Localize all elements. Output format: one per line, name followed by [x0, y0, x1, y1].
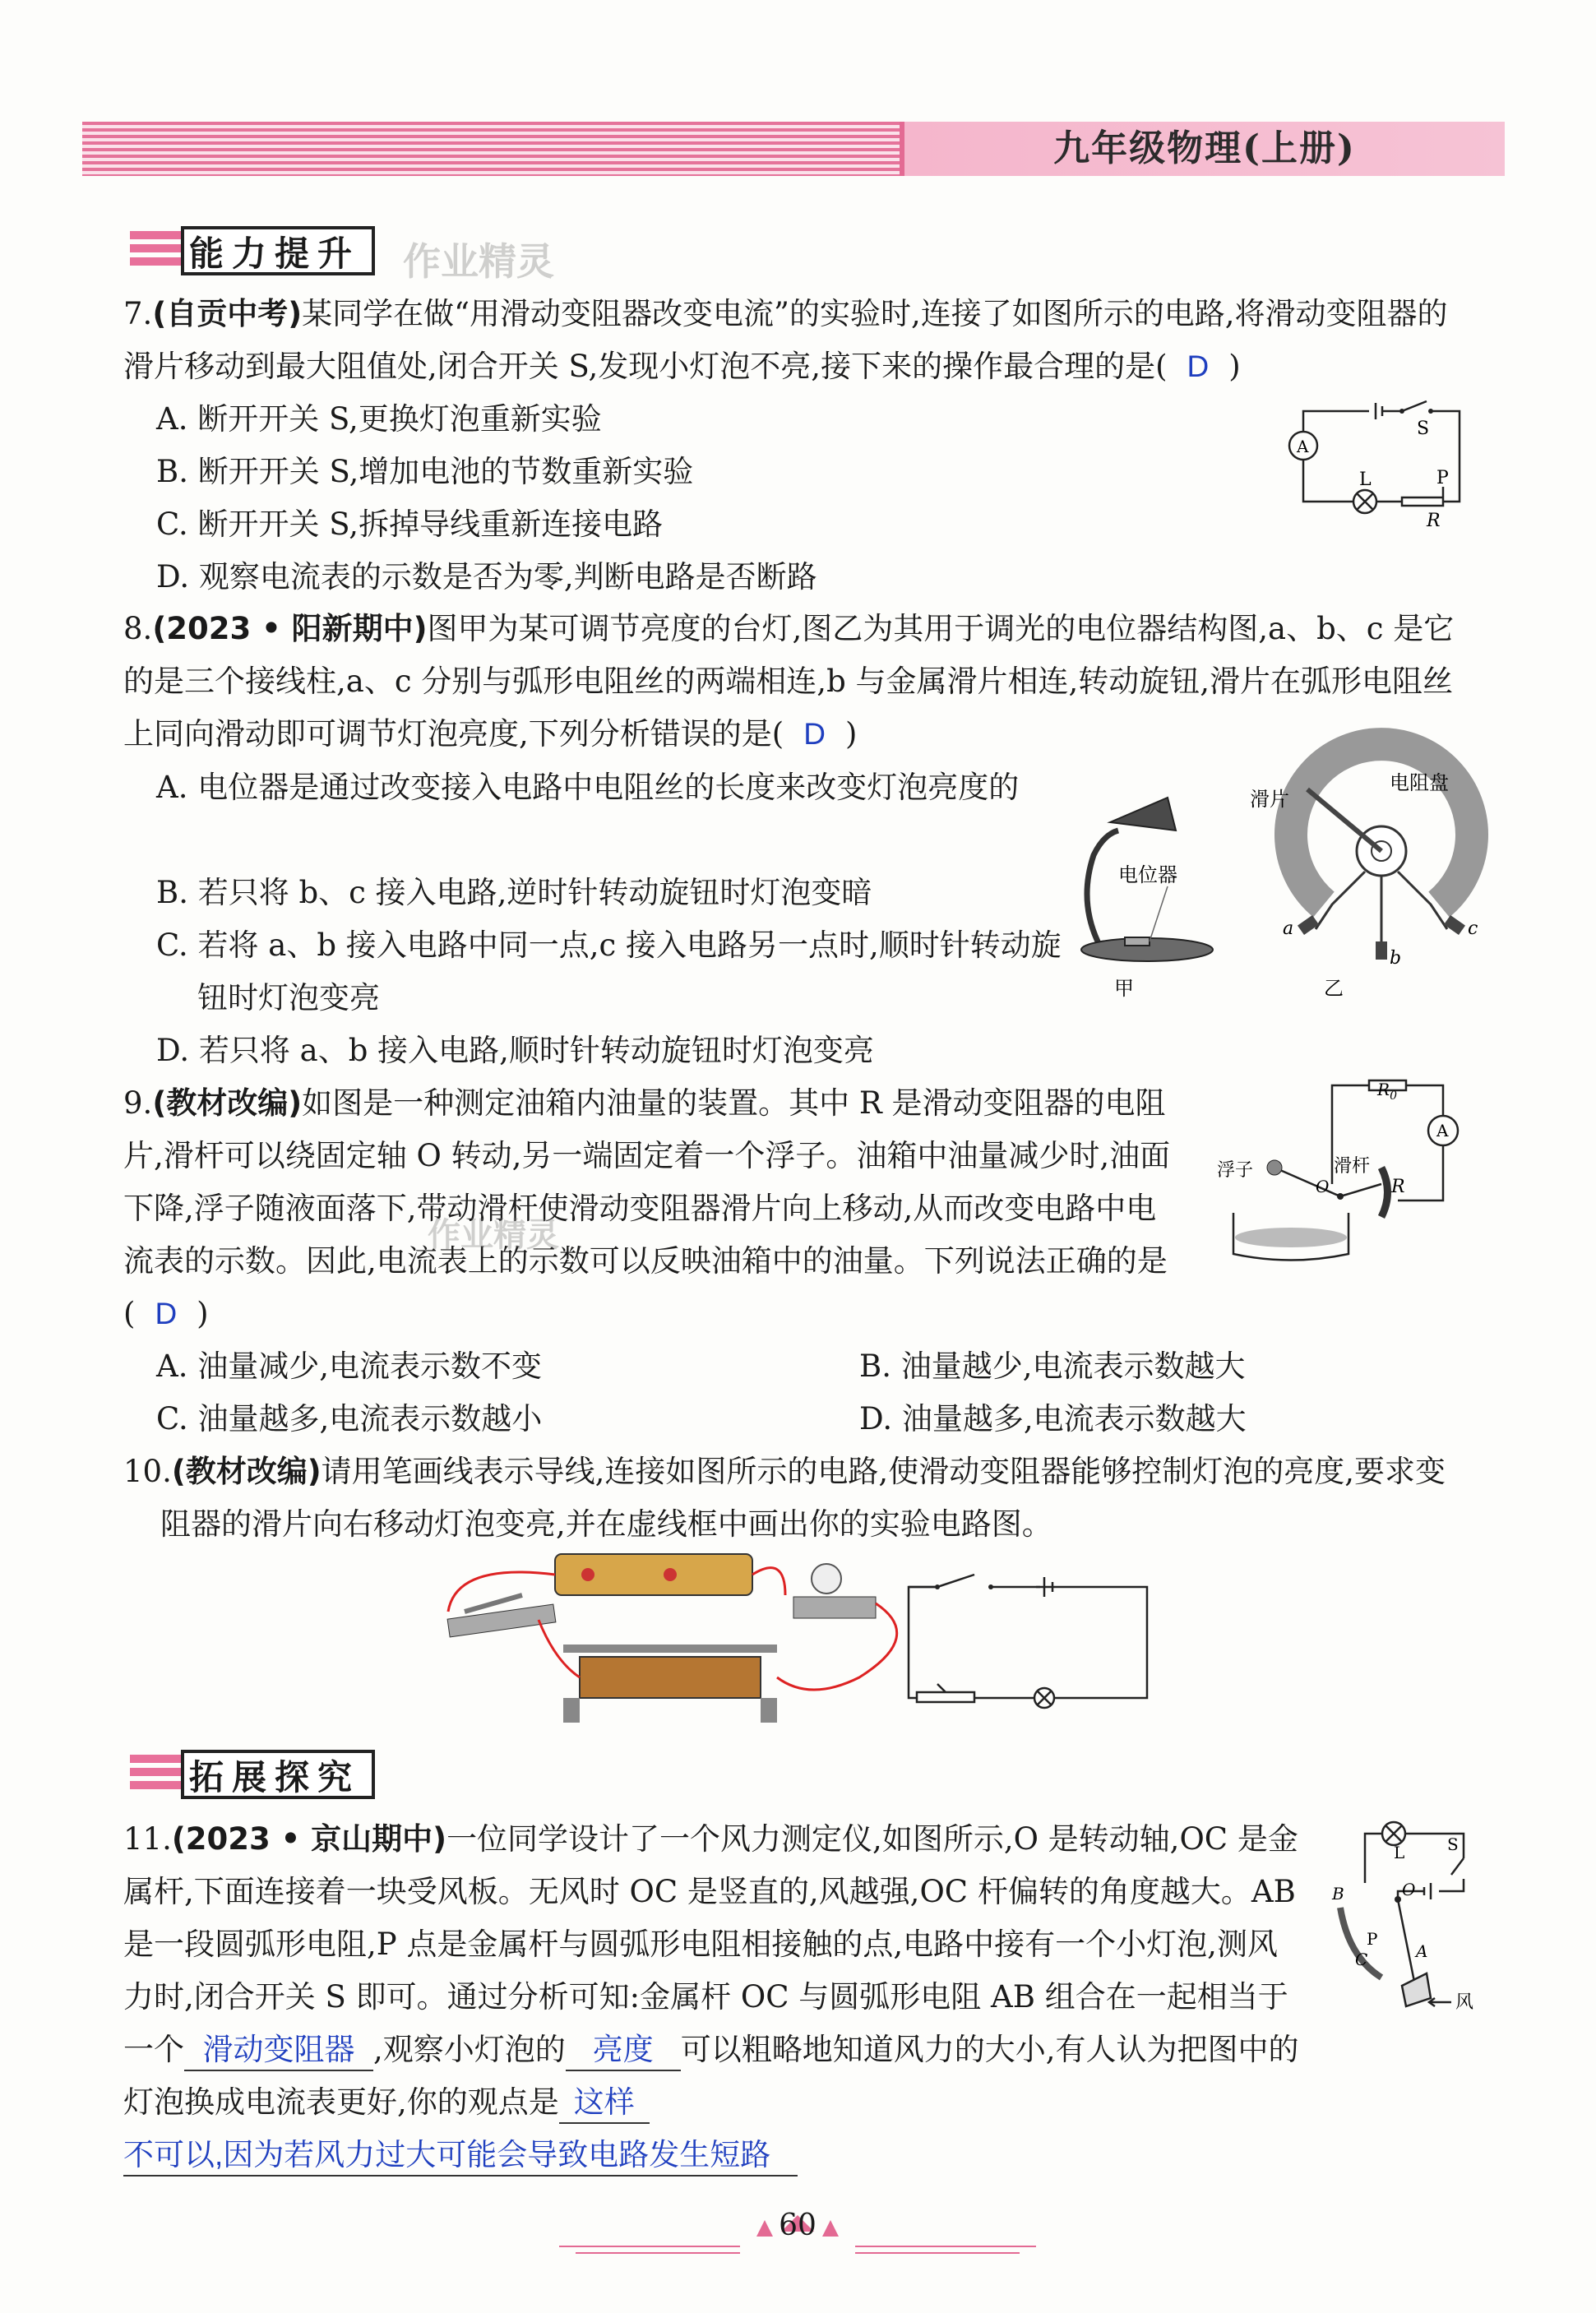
point-b: B [1332, 1884, 1344, 1904]
ammeter-label: A [1436, 1121, 1449, 1140]
question-source: (教材改编) [152, 1085, 303, 1121]
page-number: 60 [779, 2209, 817, 2242]
r0-label [1376, 1080, 1397, 1103]
q10-apparatus-figure [432, 1546, 1155, 1735]
bracket-close: ) [197, 1296, 209, 1331]
page-header [82, 122, 1505, 176]
question-stem-2: ,观察小灯泡的 [373, 2032, 566, 2067]
blank-3a: 这样 [559, 2083, 650, 2124]
blank-3b: 不可以,因为若风力过大可能会导致电路发生短路 [123, 2135, 798, 2177]
ammeter-label: A [1297, 437, 1309, 456]
question-7 [123, 288, 1472, 393]
q11-wind-meter-figure [1316, 1809, 1480, 2013]
lamp-label: L [1394, 1843, 1405, 1862]
answer: D [803, 717, 826, 751]
section-title: 拓展探究 [181, 1750, 375, 1799]
option-c: C. 若将 a、b 接入电路中同一点,c 接入电路另一点时,顺时针转动旋钮时灯泡变亮 [156, 928, 1062, 1015]
q9-oil-gauge-figure [1217, 1077, 1472, 1274]
resistor-label: R [1391, 1177, 1405, 1197]
question-stem: 某同学在做“用滑动变阻器改变电流”的实验时,连接了如图所示的电路,将滑动变阻器的滑片移动到最大阻值处,闭合开关 S,发现小灯泡不亮,接下来的操作最合理的是( [123, 296, 1448, 384]
question-number: 9. [123, 1085, 153, 1121]
question-stem: 图甲为某可调节亮度的台灯,图乙为其用于调光的电位器结构图,a、b、c 是它的是三个接线柱,a、c 分别与弧形电阻丝的两端相连,b 与金属滑片相连,转动旋钮,滑片在弧形电阻丝上同向滑动即可调节灯泡亮度,下列分析错误的是( [123, 611, 1455, 752]
question-stem: 如图是一种测定油箱内油量的装置。其中 R 是滑动变阻器的电阻片,滑杆可以绕固定轴 O 转动,另一端固定着一个浮子。油箱中油量减少时,油面下降,浮子随液面落下,带动滑杆使滑动变阻器滑片向上移动,从而改变电路中电流表的示数。因此,电流表上的示数可以反映油箱中的油量。下列说法正确的是( [123, 1085, 1171, 1331]
question-number: 8. [123, 611, 153, 646]
question-number: 10. [123, 1454, 172, 1489]
option-c: C. 断开开关 S,拆掉导线重新连接电路 [156, 507, 664, 542]
section-ability [130, 226, 409, 275]
point-o: O [1402, 1880, 1416, 1899]
blank-1: 滑动变阻器 [184, 2030, 373, 2071]
r0-letter: R [1377, 1080, 1390, 1099]
option-b: B. 断开开关 S,增加电池的节数重新实验 [156, 454, 694, 489]
question-stem-3: 可以粗略地知道风力的大小,有人认为把图中的灯泡换成电流表更好,你的观点是 [123, 2032, 1299, 2120]
label-jia: 甲 [1114, 977, 1134, 1000]
point-p: P [1367, 1929, 1378, 1949]
q7-circuit-figure [1279, 395, 1476, 534]
r0-subscript: 0 [1390, 1089, 1397, 1103]
question-source: (2023 • 阳新期中) [152, 611, 428, 646]
slider-label: 滑片 [1250, 788, 1289, 811]
q8-lamp-potentiometer-figure [1052, 773, 1480, 1007]
terminal-a: a [1283, 918, 1294, 939]
question-source: (自贡中考) [152, 296, 303, 331]
option-a: A. 电位器是通过改变接入电路中电阻丝的长度来改变灯泡亮度的 [156, 770, 1020, 805]
point-a: A [1416, 1941, 1428, 1961]
terminal-c: c [1468, 918, 1478, 939]
pivot-label: O [1316, 1177, 1330, 1196]
rod-label: 滑杆 [1334, 1156, 1371, 1177]
lamp-label: L [1359, 470, 1372, 490]
option-d: D. 若只将 a、b 接入电路,顺时针转动旋钮时灯泡变亮 [156, 1033, 874, 1068]
header-title: 九年级物理(上册) [900, 122, 1505, 176]
option-b: B. 若只将 b、c 接入电路,逆时针转动旋钮时灯泡变暗 [156, 875, 872, 910]
question-9 [123, 1077, 1184, 1340]
option-d: D. 油量越多,电流表示数越大 [859, 1401, 1247, 1436]
question-11 [123, 1813, 1299, 2181]
option-a: A. 油量减少,电流表示数不变 [156, 1348, 543, 1384]
section-extension [130, 1750, 409, 1799]
watermark: 作业精灵 [403, 239, 554, 284]
question-number: 7. [123, 296, 153, 331]
section-title: 能力提升 [181, 226, 375, 275]
blank-2: 亮度 [566, 2030, 681, 2071]
float-label: 浮子 [1217, 1160, 1254, 1181]
question-source: (2023 • 京山期中) [171, 1821, 447, 1857]
potentiometer-label: 电位器 [1118, 863, 1177, 886]
question-stem-1: 一位同学设计了一个风力测定仪,如图所示,O 是转动轴,OC 是金属杆,下面连接着一块受风板。无风时 OC 是竖直的,风越强,OC 杆偏转的角度越大。AB 是一段圆弧形电阻,P 点是金属杆与圆弧形电阻相接触的点,电路中接有一个小灯泡,测风力时,闭合开关 S 即可。通过分析可知:金属杆 OC 与圆弧形电阻 AB 组合在一起相当于一个 [123, 1821, 1298, 2067]
wind-label: 风 [1455, 1992, 1474, 2013]
option-c: C. 油量越多,电流表示数越小 [156, 1401, 543, 1436]
section-bars-icon [130, 231, 183, 271]
section-bars-icon [130, 1755, 183, 1794]
question-source: (教材改编) [171, 1454, 322, 1489]
option-b: B. 油量越少,电流表示数越大 [859, 1348, 1246, 1384]
question-8 [123, 603, 1472, 761]
question-number: 11. [123, 1821, 172, 1857]
point-c: C [1355, 1950, 1368, 1969]
label-yi: 乙 [1324, 977, 1344, 1000]
question-stem: 请用笔画线表示导线,连接如图所示的电路,使滑动变阻器能够控制灯泡的亮度,要求变阻器的滑片向右移动灯泡变亮,并在虚线框中画出你的实验电路图。 [160, 1454, 1446, 1542]
watermark: 作业精灵 [428, 1216, 559, 1254]
option-d: D. 观察电流表的示数是否为零,判断电路是否断路 [156, 559, 817, 594]
answer: D [1187, 349, 1210, 383]
bracket-close: ) [844, 716, 858, 752]
question-10 [123, 1446, 1472, 1551]
switch-label: S [1417, 419, 1430, 439]
resistor-label: R [1427, 511, 1441, 531]
disk-label: 电阻盘 [1390, 771, 1449, 794]
option-a: A. 断开开关 S,更换灯泡重新实验 [156, 401, 602, 437]
answer: D [155, 1297, 178, 1330]
bracket-close: ) [1228, 349, 1241, 384]
switch-label: S [1447, 1834, 1459, 1854]
slider-label: P [1436, 468, 1449, 488]
terminal-b: b [1390, 948, 1402, 969]
